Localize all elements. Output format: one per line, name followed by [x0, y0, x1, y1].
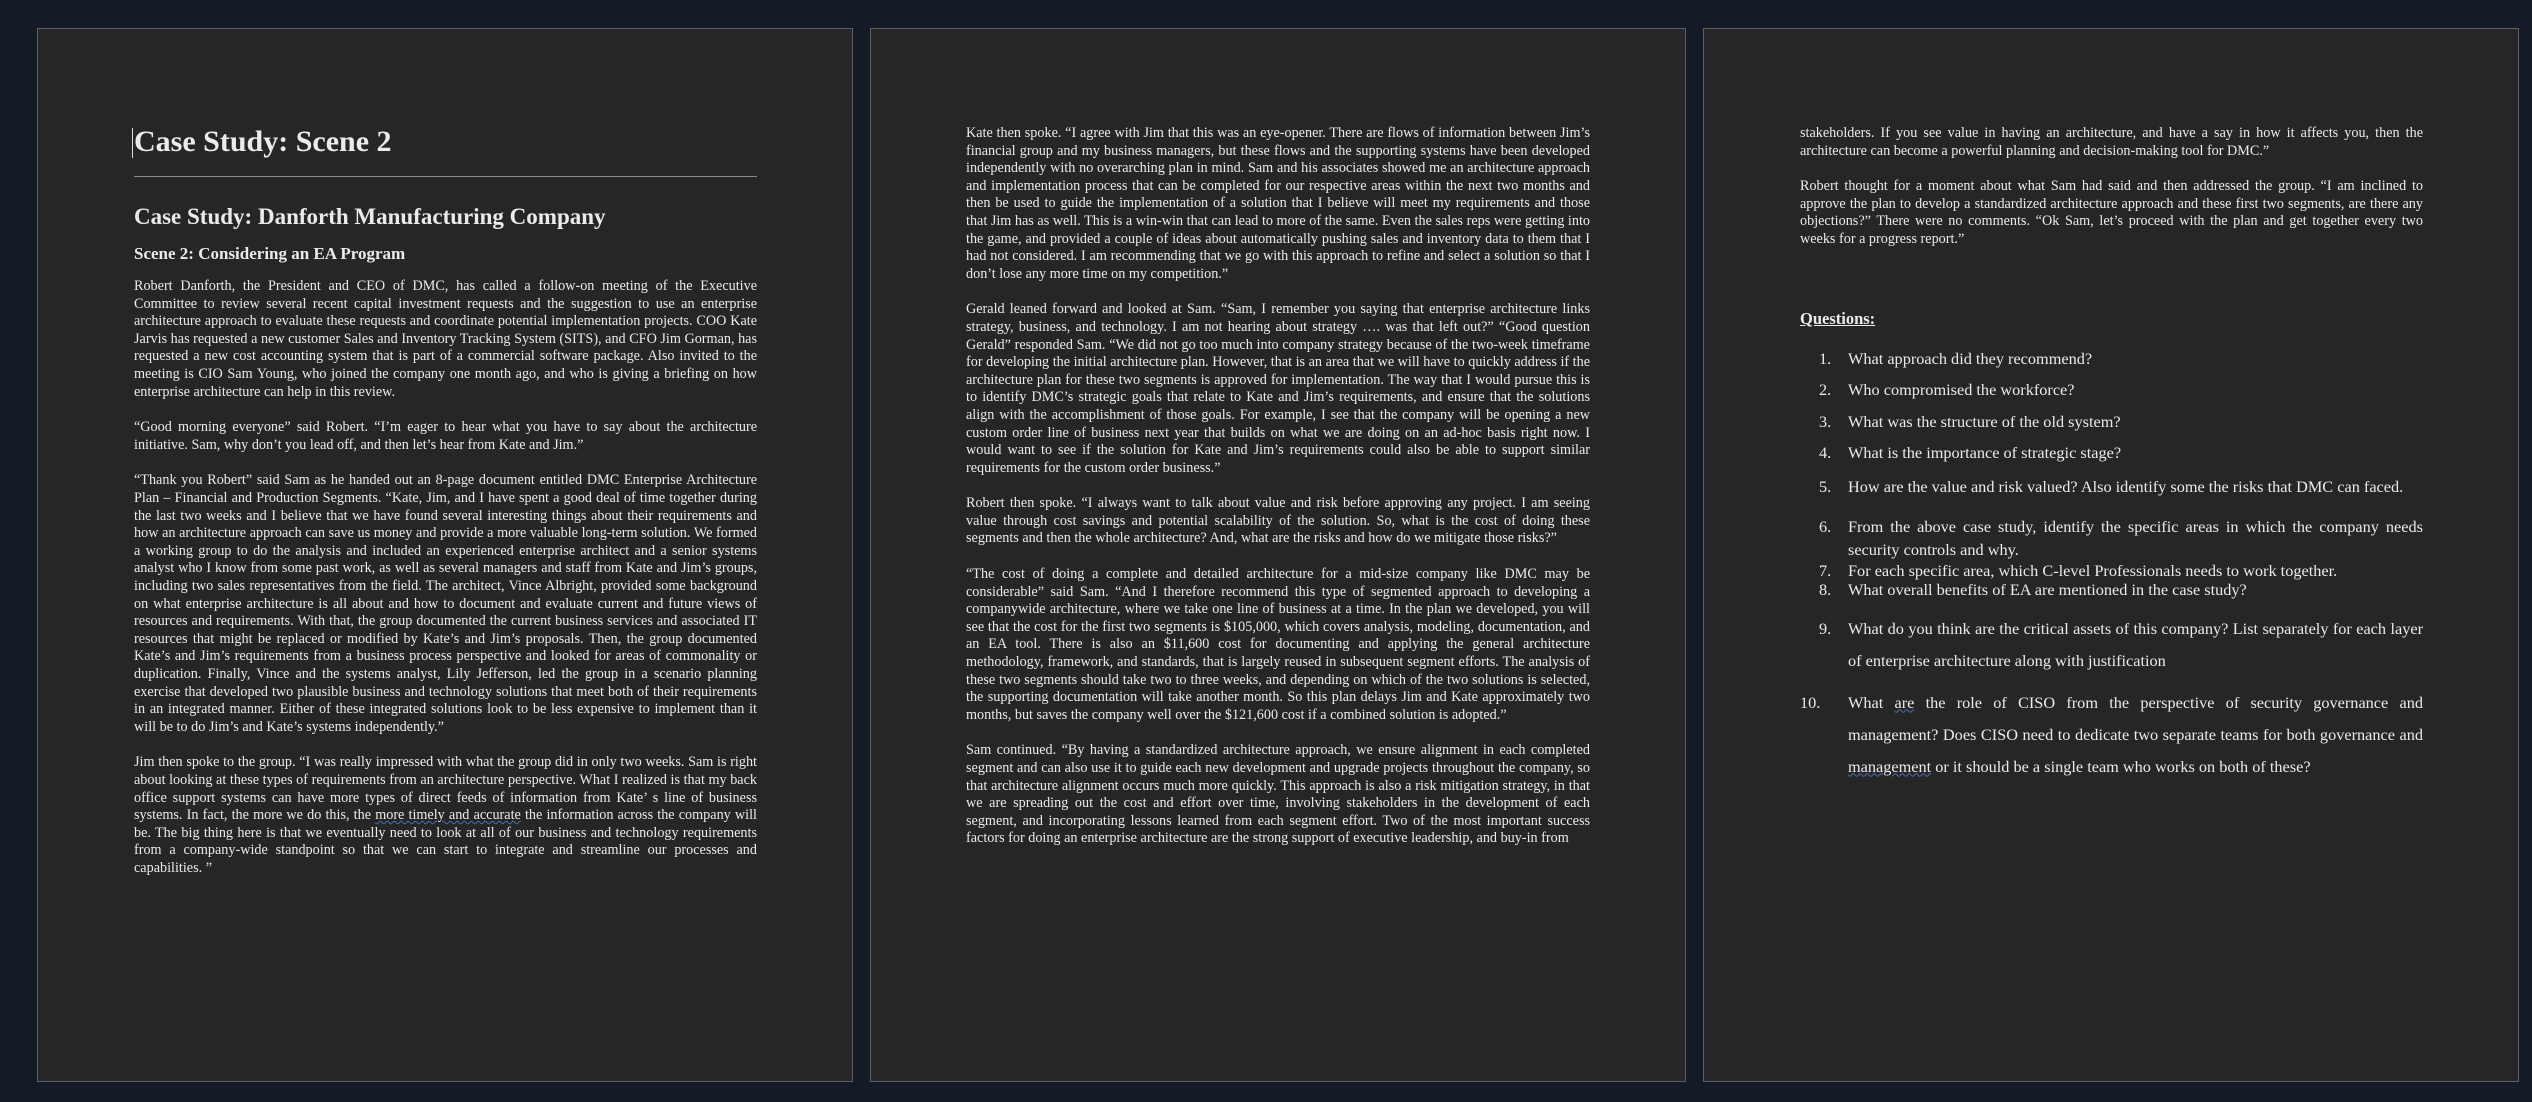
paragraph: Kate then spoke. “I agree with Jim that this was an eye-opener. There are flows of information between Jim’s financial group and my business managers, but these flows and the supporting systems have been developed independently with no overarching plan in mind. Sam and his associates showed me an architecture approach and implementation process that can be completed for our respective areas within the next two months and then be used to guide the implementation of a solution that I believe will meet my requirements and those that Jim has as well. This is a win-win that can lead to more of the same. Even the sales reps were getting into the game, and provided a couple of ideas about automatically pushing sales and inventory data to them that I had not considered. I am recommending that we go with this approach to refine and select a solution so that I don’t lose any more time on my competition.” — [966, 125, 1590, 282]
question-item: 4. What is the importance of strategic stage? — [1819, 443, 2122, 463]
paragraph: “Good morning everyone” said Robert. “I’m eager to hear what you have to say about the architecture initiative. Sam, why don’t you lead off, and then let’s hear from Kate and Jim.” — [134, 419, 757, 453]
question-item: 7. For each specific area, which C-level Professionals needs to work together. — [1819, 560, 2338, 580]
questions-heading: Questions: — [1800, 308, 1876, 328]
scene-heading: Scene 2: Considering an EA Program — [134, 244, 406, 264]
questions-list — [1800, 349, 2423, 783]
paragraph: Robert then spoke. “I always want to talk about value and risk before approving any project. I am seeing value through cost savings and potential scalability of the solution. So, what is the cost of doing these segments and then the whole architecture? And, what are the risks and how do we mitigate those risks?” — [966, 495, 1590, 547]
grammar-flag[interactable]: management — [1848, 756, 1932, 776]
document-page-3[interactable] — [1703, 28, 2519, 1082]
question-item: 9. What do you think are the critical assets of this company? List separately for each layer of enterprise architecture along with justification — [1819, 618, 2423, 670]
page-3-content — [1800, 125, 2423, 783]
paragraph: “Thank you Robert” said Sam as he handed out an 8-page document entitled DMC Enterprise Architecture Plan – Financial and Production Segments. “Kate, Jim, and I have spent a good deal of time together during the last two weeks and I believe that we have found several interesting things about their requirements and how an architecture approach can save us money and provide a more valuable long-term solution. We formed a working group to do the analysis and included an experienced enterprise architect and a senior systems analyst who I know from some past work, as well as several managers and staff from Kate and Jim’s groups, including two sales representatives from the field. The architect, Vince Albright, provided some background on what enterprise architecture is all about and how to document and evaluate current and future views of resources and requirements. With that, the group documented the current business services and associated IT resources that might be replaced or modified by Kate’s and Jim’s proposals. Then, the group documented Kate’s and Jim’s requirements from a business process perspective and looked for areas of commonality or duplication. Finally, Vince and the systems analyst, Lily Jefferson, led the group in a scenario planning exercise that developed two plausible business and technology solutions that meet both of their requirements in an integrated manner. Either of these integrated solutions look to be less expensive to implement than it will be to do Jim’s and Kate’s systems independently.” — [134, 472, 757, 735]
paragraph: Robert Danforth, the President and CEO of DMC, has called a follow-on meeting of the Executive Committee to review several recent capital investment requests and the suggestion to use an enterprise architecture approach to evaluate these requests and coordinate potential implementation projects. COO Kate Jarvis has requested a new customer Sales and Inventory Tracking System (SITS), and CFO Jim Gorman, has requested a new cost accounting system that is part of a commercial software package. Also invited to the meeting is CIO Sam Young, who joined the company one month ago, and who is giving a briefing on how enterprise architecture can help in this review. — [134, 278, 757, 400]
grammar-flag[interactable]: are — [1894, 692, 1915, 712]
page-2-content — [966, 125, 1590, 848]
question-item: 10. What are the role of CISO from the perspective of security governance and management? Does CISO need to dedicate two separate teams for both governance and management or it should be a single team who works on both of these? — [1800, 692, 2423, 776]
case-study-heading: Case Study: Danforth Manufacturing Company — [134, 203, 606, 229]
question-item: 5. How are the value and risk valued? Also identify some the risks that DMC can faced. — [1819, 476, 2404, 496]
paragraph: Gerald leaned forward and looked at Sam. “Sam, I remember you saying that enterprise architecture links strategy, business, and technology. I am not hearing about strategy …. was that left out?” “Good question Gerald” responded Sam. “We did not go too much into company strategy because of the two-week timeframe for developing the initial architecture plan. However, that is an area that we will have to quickly address if the architecture plan for these two segments is approved for implementation. The way that I would pursue this is to identify DMC’s strategic goals that relate to Kate and Jim’s requirements, and ensure that the solutions align with the accomplishment of those goals. For example, I see that the company will be opening a new custom order line of business next year that builds on what we are doing on an ad-hoc basis right now. I would want to see if the solution for Kate and Jim’s requirements could also be able to support similar requirements for the custom order business.” — [966, 301, 1590, 476]
grammar-flag[interactable]: more timely and accurate — [375, 807, 521, 824]
title-divider — [134, 176, 757, 177]
question-item: 6. From the above case study, identify the specific areas in which the company needs security controls and why. — [1819, 516, 2423, 559]
paragraph: Sam continued. “By having a standardized architecture approach, we ensure alignment in each completed segment and can also use it to guide each new development and upgrade projects throughout the company, so that architecture alignment occurs much more quickly. This approach is also a risk mitigation strategy, in that we are spreading out the cost and effort over time, involving stakeholders in the development of each segment, and incorporating lessons learned from each segment effort. Two of the most important success factors for doing an enterprise architecture are the strong support of executive leadership, and buy-in from — [966, 742, 1590, 847]
paragraph: “The cost of doing a complete and detailed architecture for a mid-size company like DMC may be considerable” said Sam. “And I therefore recommend this type of segmented approach to developing a companywide architecture, where we take one line of business at a time. In the plan we developed, you will see that the cost for the first two segments is $105,000, which covers analysis, modeling, documentation, and an EA tool. There is also an $11,600 cost for documenting and applying the general architecture methodology, framework, and standards, that is largely reused in subsequent segment efforts. The analysis of these two segments should take two to three weeks, and depending on which of the two solutions is selected, the supporting documentation will take another month. So this plan delays Jim and Kate approximately two months, but saves the company well over the $121,600 cost if a combined solution is adopted.” — [966, 566, 1590, 723]
document-title[interactable]: Case Study: Scene 2 — [134, 125, 392, 158]
document-page-2[interactable] — [870, 28, 1686, 1082]
page-1-content — [134, 125, 757, 878]
question-item: 2. Who compromised the workforce? — [1819, 380, 2075, 400]
paragraph: Jim then spoke to the group. “I was really impressed with what the group did in only two weeks. Sam is right about looking at these types of requirements from an architecture perspective. What I realized is that my back office support systems can have more types of direct feeds of information from Kate’ s line of business systems. In fact, the more we do this, the more timely and accurate the information across the company will be. The big thing here is that we eventually need to look at all of our business and technology requirements from a company-wide standpoint so that we can start to integrate and streamline our processes and capabilities. ” — [134, 754, 757, 876]
document-page-1[interactable] — [37, 28, 853, 1082]
paragraph: Robert thought for a moment about what Sam had said and then addressed the group. “I am inclined to approve the plan to develop a standardized architecture approach and these first two segments, are there any objections?” There were no comments. “Ok Sam, let’s proceed with the plan and get together every two weeks for a progress report.” — [1800, 178, 2423, 247]
question-item: 3. What was the structure of the old system? — [1819, 411, 2121, 431]
question-item: 1. What approach did they recommend? — [1819, 348, 2093, 368]
text-cursor — [132, 128, 133, 158]
question-item: 8. What overall benefits of EA are mentioned in the case study? — [1819, 580, 2247, 600]
paragraph: stakeholders. If you see value in having an architecture, and have a say in how it affects you, then the architecture can become a powerful planning and decision-making tool for DMC.” — [1800, 125, 2423, 159]
